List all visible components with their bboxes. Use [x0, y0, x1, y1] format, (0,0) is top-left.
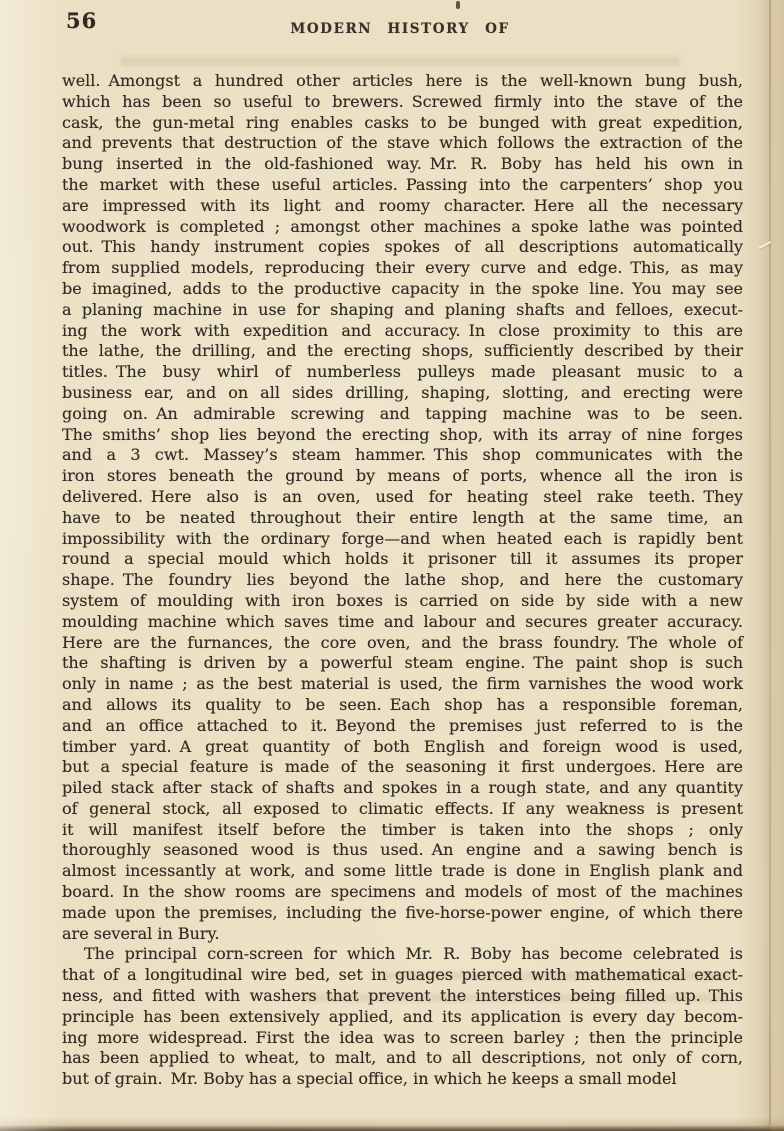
show-through-artifact: [120, 56, 680, 66]
running-head: MODERN HISTORY OF: [290, 21, 510, 37]
text-line: business ear, and on all sides drilling, shaping, slotting, and erecting were: [62, 382, 743, 402]
text-line: well. Amongst a hundred other articles here is the well-known bung bush,: [62, 71, 743, 90]
text-line: a planing machine in use for shaping and planing shafts and felloes, execut-: [62, 299, 743, 319]
text-line: which has been so useful to brewers. Screwed firmly into the stave of the: [62, 91, 743, 111]
text-line: The smiths’ shop lies beyond the erecting shop, with its array of nine forges: [62, 424, 743, 444]
text-line: be imagined, adds to the productive capacity in the spoke line. You may see: [62, 278, 743, 298]
body-text: [62, 71, 743, 1090]
text-line: have to be neated throughout their entire length at the same time, an: [62, 507, 743, 527]
text-line: from supplied models, reproducing their every curve and edge. This, as may: [62, 258, 743, 278]
text-line: iron stores beneath the ground by means of ports, whence all the iron is: [62, 466, 743, 486]
text-line: only in name ; as the best material is used, the firm varnishes the wood work: [62, 674, 743, 694]
text-line: woodwork is completed ; amongst other machines a spoke lathe was pointed: [62, 216, 743, 236]
text-line: timber yard. A great quantity of both English and foreign wood is used,: [62, 736, 743, 756]
text-line: The principal corn-screen for which Mr. R. Boby has become celebrated is: [84, 944, 743, 964]
text-line: are impressed with its light and roomy character. Here all the necessary: [62, 195, 743, 215]
text-line: almost incessantly at work, and some little trade is done in English plank and: [62, 861, 743, 881]
text-line: that of a longitudinal wire bed, set in guages pierced with mathematical exact-: [62, 965, 743, 985]
page-number: 56: [66, 8, 98, 33]
text-line: but of grain. Mr. Boby has a special office, in which he keeps a small model: [62, 1069, 677, 1089]
text-line: board. In the show rooms are specimens and models of most of the machines: [62, 882, 743, 902]
text-line: round a special mould which holds it prisoner till it assumes its proper: [62, 549, 743, 569]
text-line: the market with these useful articles. Passing into the carpenters’ shop you: [62, 174, 743, 194]
text-line: out. This handy instrument copies spokes of all descriptions automatically: [62, 237, 743, 257]
text-line: impossibility with the ordinary forge—and when heated each is rapidly bent: [62, 528, 743, 548]
text-line: piled stack after stack of shafts and spokes in a rough state, and any quantity: [62, 778, 743, 798]
text-line: moulding machine which saves time and labour and secures greater accuracy.: [62, 611, 743, 631]
text-line: the shafting is driven by a powerful steam engine. The paint shop is such: [62, 653, 743, 673]
text-line: system of moulding with iron boxes is carried on side by side with a new: [62, 590, 743, 610]
text-line: principle has been extensively applied, and its application is every day becom-: [62, 1006, 743, 1026]
running-head-container: [62, 18, 738, 37]
text-line: thoroughly seasoned wood is thus used. An engine and a sawing bench is: [62, 840, 743, 860]
text-line: bung inserted in the old-fashioned way. Mr. R. Boby has held his own in: [62, 154, 743, 174]
text-line: has been applied to wheat, to malt, and to all descriptions, not only of corn,: [62, 1048, 743, 1068]
page-edge-line: [769, 0, 771, 1125]
text-line: made upon the premises, including the five-horse-power engine, of which there: [62, 902, 743, 922]
text-line: are several in Bury.: [62, 923, 220, 943]
text-line: ness, and fitted with washers that prevent the interstices being filled up. This: [62, 986, 743, 1006]
text-line: and an office attached to it. Beyond the premises just referred to is the: [62, 715, 743, 735]
text-line: going on. An admirable screwing and tapping machine was to be seen.: [62, 403, 743, 423]
ink-speck: [456, 1, 460, 9]
text-line: it will manifest itself before the timber is taken into the shops ; only: [62, 819, 743, 839]
text-line: and allows its quality to be seen. Each shop has a responsible foreman,: [62, 694, 743, 714]
text-line: but a special feature is made of the seasoning it first undergoes. Here are: [62, 757, 743, 777]
text-line: ing more widespread. First the idea was to screen barley ; then the principle: [62, 1027, 743, 1047]
text-line: and prevents that destruction of the stave which follows the extraction of the: [62, 133, 743, 153]
text-line: titles. The busy whirl of numberless pulleys made pleasant music to a: [62, 362, 743, 382]
text-line: Here are the furnances, the core oven, and the brass foundry. The whole of: [62, 632, 743, 652]
text-line: and a 3 cwt. Massey’s steam hammer. This shop communicates with the: [62, 445, 743, 465]
text-line: the lathe, the drilling, and the erecting shops, sufficiently described by their: [62, 341, 743, 361]
text-line: cask, the gun-metal ring enables casks to be bunged with great expedition,: [62, 112, 743, 132]
text-line: ing the work with expedition and accuracy. In close proximity to this are: [62, 320, 743, 340]
text-line: delivered. Here also is an oven, used for heating steel rake teeth. They: [62, 486, 743, 506]
text-line: shape. The foundry lies beyond the lathe shop, and here the customary: [62, 570, 743, 590]
text-line: of general stock, all exposed to climatic effects. If any weakness is present: [62, 798, 743, 818]
